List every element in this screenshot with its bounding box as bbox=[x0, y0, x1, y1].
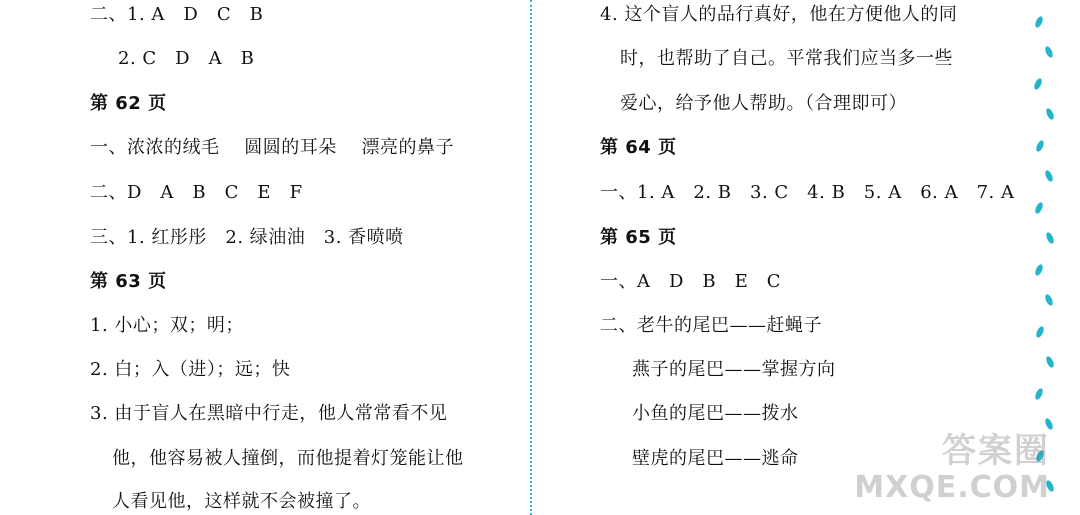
page-heading: 第 64 页 bbox=[600, 137, 677, 158]
answer-line: 二、老牛的尾巴——赶蝇子 bbox=[600, 315, 822, 336]
answer-line: 爱心，给予他人帮助。（合理即可） bbox=[620, 93, 907, 114]
bead-icon bbox=[1034, 201, 1045, 214]
bead-icon bbox=[1035, 139, 1046, 152]
bead-icon bbox=[1044, 293, 1055, 306]
watermark-url: MXQE.COM bbox=[854, 470, 1050, 505]
site-watermark bbox=[854, 431, 1050, 505]
answer-line: 他，他容易被人撞倒，而他提着灯笼能让他 bbox=[112, 448, 464, 469]
bead-icon bbox=[1034, 263, 1045, 276]
bead-border-decoration bbox=[1030, 0, 1064, 515]
bead-icon bbox=[1034, 15, 1045, 28]
bead-icon bbox=[1044, 169, 1055, 182]
answer-line: 三、1. 红彤彤 2. 绿油油 3. 香喷喷 bbox=[90, 227, 404, 248]
answer-line: 一、浓浓的绒毛 圆圆的耳朵 漂亮的鼻子 bbox=[90, 137, 454, 158]
bead-icon bbox=[1035, 325, 1046, 338]
page-heading: 第 65 页 bbox=[600, 227, 677, 248]
bead-icon bbox=[1035, 449, 1046, 462]
page-heading: 第 63 页 bbox=[90, 271, 167, 292]
answer-line: 二、1. A D C B bbox=[90, 4, 264, 25]
bead-icon bbox=[1045, 355, 1056, 368]
answer-line: 1. 小心；双；明； bbox=[90, 315, 244, 336]
answer-line: 壁虎的尾巴——逃命 bbox=[632, 448, 799, 469]
answer-line: 4. 这个盲人的品行真好，他在方便他人的同 bbox=[600, 4, 958, 25]
answer-line: 2. 白；入（进）；远；快 bbox=[90, 359, 291, 380]
answer-line: 人看见他，这样就不会被撞了。 bbox=[112, 491, 371, 512]
page-heading: 第 62 页 bbox=[90, 93, 167, 114]
answer-line: 2. C D A B bbox=[118, 48, 255, 69]
answer-line: 小鱼的尾巴——拨水 bbox=[632, 403, 799, 424]
bead-icon bbox=[1045, 107, 1056, 120]
answer-line: 燕子的尾巴——掌握方向 bbox=[632, 359, 836, 380]
watermark-logo-text: 答案圈 bbox=[942, 431, 1050, 471]
answer-line: 一、A D B E C bbox=[600, 271, 782, 292]
answer-line: 一、1. A 2. B 3. C 4. B 5. A 6. A 7. A bbox=[600, 182, 1015, 203]
bead-icon bbox=[1044, 45, 1055, 58]
answer-line: 时，也帮助了自己。平常我们应当多一些 bbox=[620, 48, 953, 69]
bead-icon bbox=[1045, 479, 1056, 492]
answer-line: 3. 由于盲人在黑暗中行走，他人常常看不见 bbox=[90, 403, 448, 424]
bead-icon bbox=[1034, 387, 1045, 400]
bead-icon bbox=[1033, 77, 1044, 90]
bead-icon bbox=[1044, 417, 1055, 430]
bead-icon bbox=[1045, 231, 1056, 244]
column-divider bbox=[530, 0, 532, 515]
answer-line: 二、D A B C E F bbox=[90, 182, 303, 203]
